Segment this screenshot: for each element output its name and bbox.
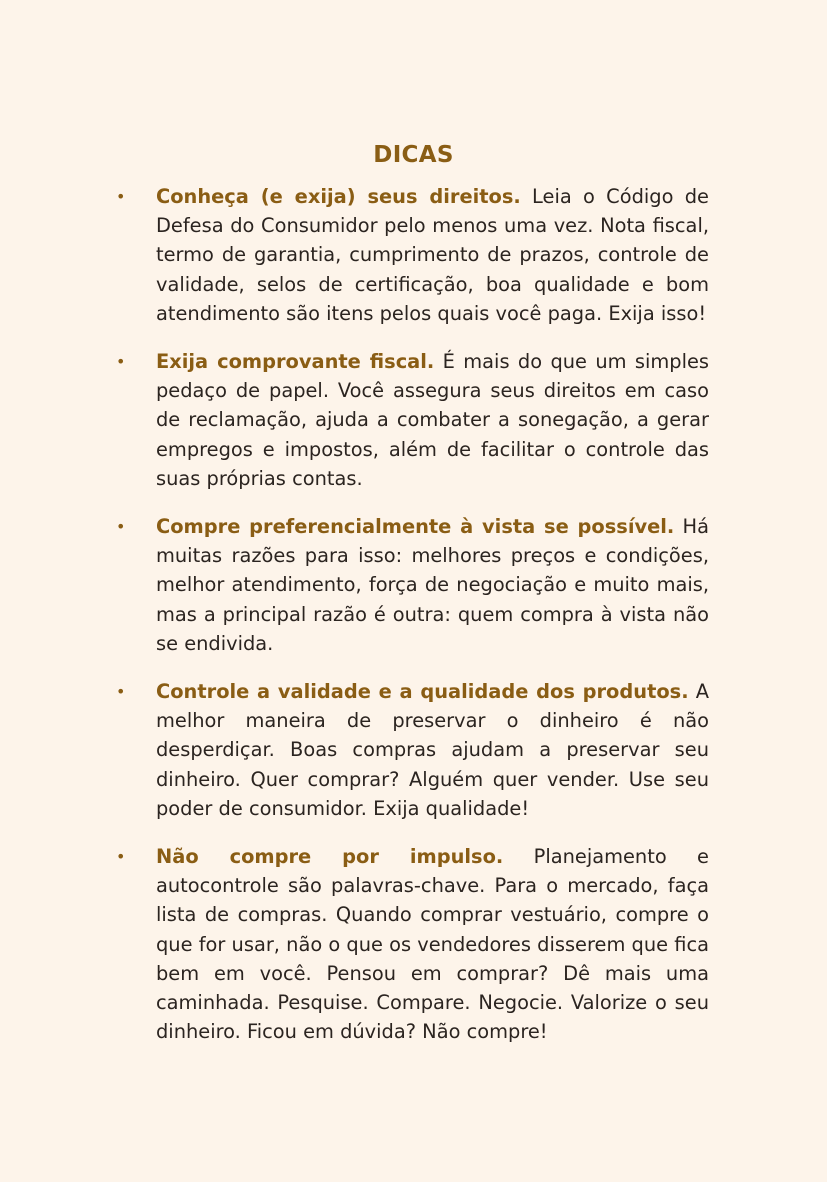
- tip-body: Leia o Código de Defesa do Consumidor pelo menos uma vez. Nota fiscal, termo de garantia, cumprimento de prazos, controle de validade, selos de certificação, boa qualidade e bom atendimento são itens pelos quais você paga. Exija isso!: [156, 185, 709, 325]
- tip-body: A melhor maneira de preservar o dinheiro é não desperdiçar. Boas compras ajudam a preservar seu dinheiro. Quer comprar? Alguém quer vender. Use seu poder de consumidor. Exija qualidade!: [156, 680, 709, 820]
- tip-heading: Compre preferencialmente à vista se possível.: [156, 515, 675, 538]
- tip-heading: Não compre por impulso.: [156, 845, 504, 868]
- tip-heading: Exija comprovante fiscal.: [156, 350, 435, 373]
- tip-item: [116, 842, 709, 1046]
- bullet-icon: •: [116, 352, 126, 371]
- tip-item: [116, 347, 710, 493]
- tip-body: Há muitas razões para isso: melhores preços e condições, melhor atendimento, força de negociação e muito mais, mas a principal razão é outra: quem compra à vista não se endivida.: [156, 515, 709, 655]
- bullet-icon: •: [116, 187, 126, 206]
- tip-item: [116, 512, 709, 658]
- tip-item: [116, 182, 709, 328]
- tip-body: Planejamento e autocontrole são palavras-chave. Para o mercado, faça lista de compras. Quando comprar vestuário, compre o que for usar, não o que os vendedores disserem que fica bem em você. Pensou em comprar? Dê mais uma caminhada. Pesquise. Compare. Negocie. Valorize o seu dinheiro. Ficou em dúvida? Não compre!: [156, 845, 709, 1044]
- tip-item: [116, 677, 709, 823]
- bullet-icon: •: [116, 682, 126, 701]
- page-title: DICAS: [373, 142, 454, 168]
- bullet-icon: •: [116, 847, 126, 866]
- tip-heading: Conheça (e exija) seus direitos.: [156, 185, 521, 208]
- bullet-icon: •: [116, 517, 126, 536]
- tip-heading: Controle a validade e a qualidade dos produtos.: [156, 680, 689, 703]
- tip-body: É mais do que um simples pedaço de papel. Você assegura seus direitos em caso de reclamação, ajuda a combater a sonegação, a gerar empregos e impostos, além de facilitar o controle das suas próprias contas.: [156, 350, 710, 490]
